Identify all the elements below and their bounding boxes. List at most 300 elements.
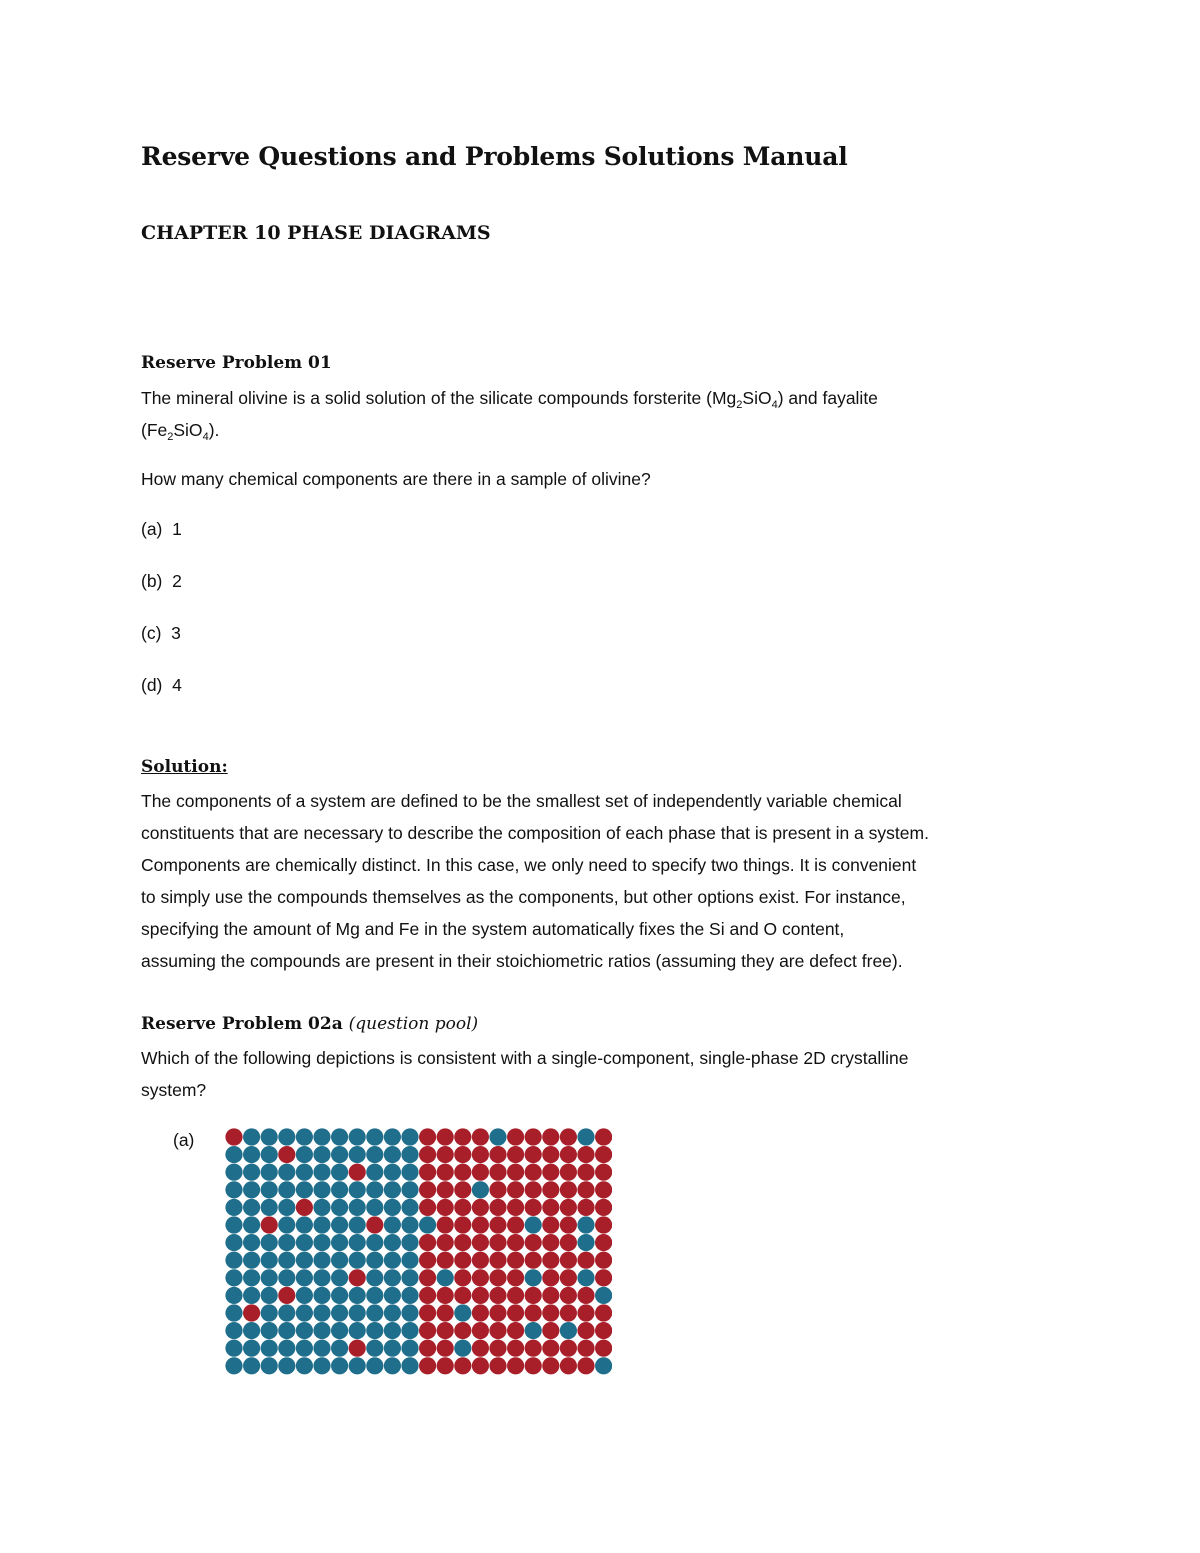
red-atom: [437, 1128, 454, 1145]
red-atom: [595, 1146, 612, 1163]
blue-atom: [366, 1322, 383, 1339]
blue-atom: [331, 1269, 348, 1286]
blue-atom: [401, 1322, 418, 1339]
blue-atom: [401, 1357, 418, 1374]
red-atom: [542, 1357, 559, 1374]
blue-atom: [225, 1269, 242, 1286]
red-atom: [595, 1269, 612, 1286]
blue-atom: [261, 1164, 278, 1181]
red-atom: [595, 1304, 612, 1321]
blue-atom: [278, 1340, 295, 1357]
blue-atom: [261, 1234, 278, 1251]
blue-atom: [349, 1216, 366, 1233]
red-atom: [542, 1216, 559, 1233]
blue-atom: [366, 1199, 383, 1216]
red-atom: [419, 1164, 436, 1181]
blue-atom: [331, 1181, 348, 1198]
red-atom: [472, 1199, 489, 1216]
red-atom: [454, 1252, 471, 1269]
red-atom: [542, 1304, 559, 1321]
problem-01-heading: Reserve Problem 01: [141, 353, 332, 373]
blue-atom: [384, 1146, 401, 1163]
red-atom: [472, 1234, 489, 1251]
red-atom: [419, 1287, 436, 1304]
blue-atom: [401, 1340, 418, 1357]
red-atom: [560, 1252, 577, 1269]
red-atom: [560, 1199, 577, 1216]
blue-atom: [489, 1128, 506, 1145]
blue-atom: [331, 1128, 348, 1145]
solution-heading: Solution:: [141, 757, 228, 777]
red-atom: [472, 1146, 489, 1163]
red-atom: [507, 1234, 524, 1251]
blue-atom: [349, 1181, 366, 1198]
red-atom: [437, 1287, 454, 1304]
blue-atom: [366, 1304, 383, 1321]
blue-atom: [384, 1199, 401, 1216]
red-atom: [577, 1252, 594, 1269]
blue-atom: [296, 1216, 313, 1233]
blue-atom: [225, 1252, 242, 1269]
red-atom: [595, 1340, 612, 1357]
blue-atom: [384, 1181, 401, 1198]
red-atom: [525, 1252, 542, 1269]
blue-atom: [313, 1269, 330, 1286]
red-atom: [525, 1234, 542, 1251]
red-atom: [577, 1340, 594, 1357]
blue-atom: [401, 1216, 418, 1233]
red-atom: [419, 1181, 436, 1198]
red-atom: [489, 1322, 506, 1339]
blue-atom: [577, 1269, 594, 1286]
red-atom: [489, 1199, 506, 1216]
red-atom: [472, 1322, 489, 1339]
blue-atom: [261, 1322, 278, 1339]
red-atom: [419, 1269, 436, 1286]
red-atom: [577, 1164, 594, 1181]
problem-01-question: How many chemical components are there in a sample of olivine?: [141, 469, 651, 489]
blue-atom: [278, 1269, 295, 1286]
red-atom: [419, 1357, 436, 1374]
blue-atom: [313, 1322, 330, 1339]
blue-atom: [349, 1287, 366, 1304]
blue-atom: [296, 1287, 313, 1304]
red-atom: [419, 1322, 436, 1339]
blue-atom: [296, 1181, 313, 1198]
red-atom: [560, 1287, 577, 1304]
blue-atom: [384, 1287, 401, 1304]
red-atom: [225, 1128, 242, 1145]
blue-atom: [261, 1146, 278, 1163]
red-atom: [437, 1340, 454, 1357]
red-atom: [542, 1340, 559, 1357]
red-atom: [419, 1252, 436, 1269]
blue-atom: [225, 1340, 242, 1357]
red-atom: [507, 1304, 524, 1321]
blue-atom: [401, 1234, 418, 1251]
blue-atom: [349, 1252, 366, 1269]
red-atom: [489, 1269, 506, 1286]
blue-atom: [525, 1216, 542, 1233]
blue-atom: [401, 1304, 418, 1321]
red-atom: [437, 1181, 454, 1198]
red-atom: [595, 1216, 612, 1233]
blue-atom: [278, 1199, 295, 1216]
blue-atom: [401, 1269, 418, 1286]
blue-atom: [225, 1357, 242, 1374]
blue-atom: [296, 1128, 313, 1145]
blue-atom: [331, 1357, 348, 1374]
blue-atom: [243, 1340, 260, 1357]
blue-atom: [331, 1252, 348, 1269]
red-atom: [560, 1146, 577, 1163]
red-atom: [560, 1164, 577, 1181]
blue-atom: [454, 1304, 471, 1321]
red-atom: [577, 1304, 594, 1321]
blue-atom: [349, 1322, 366, 1339]
blue-atom: [313, 1304, 330, 1321]
blue-atom: [384, 1340, 401, 1357]
red-atom: [261, 1216, 278, 1233]
red-atom: [507, 1322, 524, 1339]
blue-atom: [384, 1128, 401, 1145]
blue-atom: [243, 1181, 260, 1198]
red-atom: [472, 1357, 489, 1374]
red-atom: [560, 1216, 577, 1233]
blue-atom: [261, 1128, 278, 1145]
blue-atom: [401, 1181, 418, 1198]
blue-atom: [243, 1287, 260, 1304]
red-atom: [437, 1304, 454, 1321]
red-atom: [577, 1146, 594, 1163]
red-atom: [454, 1357, 471, 1374]
blue-atom: [331, 1199, 348, 1216]
red-atom: [454, 1216, 471, 1233]
blue-atom: [278, 1181, 295, 1198]
blue-atom: [525, 1269, 542, 1286]
blue-atom: [331, 1216, 348, 1233]
red-atom: [507, 1252, 524, 1269]
red-atom: [454, 1234, 471, 1251]
red-atom: [454, 1287, 471, 1304]
blue-atom: [419, 1216, 436, 1233]
atom-lattice-figure: [222, 1126, 612, 1386]
blue-atom: [384, 1304, 401, 1321]
red-atom: [419, 1304, 436, 1321]
blue-atom: [278, 1164, 295, 1181]
blue-atom: [349, 1146, 366, 1163]
blue-atom: [243, 1128, 260, 1145]
blue-atom: [349, 1304, 366, 1321]
blue-atom: [225, 1304, 242, 1321]
red-atom: [419, 1146, 436, 1163]
red-atom: [472, 1287, 489, 1304]
red-atom: [595, 1128, 612, 1145]
red-atom: [525, 1128, 542, 1145]
blue-atom: [366, 1287, 383, 1304]
red-atom: [542, 1252, 559, 1269]
blue-atom: [577, 1128, 594, 1145]
red-atom: [437, 1234, 454, 1251]
blue-atom: [313, 1146, 330, 1163]
blue-atom: [243, 1146, 260, 1163]
red-atom: [542, 1164, 559, 1181]
blue-atom: [225, 1181, 242, 1198]
red-atom: [454, 1199, 471, 1216]
red-atom: [489, 1234, 506, 1251]
blue-atom: [313, 1287, 330, 1304]
blue-atom: [366, 1340, 383, 1357]
blue-atom: [401, 1252, 418, 1269]
red-atom: [454, 1181, 471, 1198]
blue-atom: [296, 1234, 313, 1251]
red-atom: [560, 1234, 577, 1251]
red-atom: [489, 1357, 506, 1374]
blue-atom: [296, 1304, 313, 1321]
blue-atom: [261, 1287, 278, 1304]
blue-atom: [331, 1234, 348, 1251]
blue-atom: [349, 1128, 366, 1145]
red-atom: [525, 1304, 542, 1321]
blue-atom: [349, 1199, 366, 1216]
red-atom: [349, 1164, 366, 1181]
red-atom: [489, 1287, 506, 1304]
blue-atom: [243, 1252, 260, 1269]
red-atom: [489, 1146, 506, 1163]
blue-atom: [296, 1322, 313, 1339]
red-atom: [419, 1128, 436, 1145]
red-atom: [437, 1322, 454, 1339]
blue-atom: [296, 1269, 313, 1286]
blue-atom: [225, 1216, 242, 1233]
red-atom: [507, 1199, 524, 1216]
blue-atom: [278, 1304, 295, 1321]
red-atom: [525, 1164, 542, 1181]
blue-atom: [313, 1252, 330, 1269]
red-atom: [437, 1146, 454, 1163]
red-atom: [419, 1234, 436, 1251]
red-atom: [472, 1128, 489, 1145]
blue-atom: [313, 1216, 330, 1233]
blue-atom: [261, 1269, 278, 1286]
blue-atom: [366, 1181, 383, 1198]
blue-atom: [366, 1252, 383, 1269]
blue-atom: [560, 1322, 577, 1339]
blue-atom: [296, 1252, 313, 1269]
blue-atom: [331, 1146, 348, 1163]
red-atom: [489, 1181, 506, 1198]
red-atom: [507, 1340, 524, 1357]
blue-atom: [366, 1146, 383, 1163]
blue-atom: [313, 1181, 330, 1198]
red-atom: [507, 1287, 524, 1304]
red-atom: [577, 1322, 594, 1339]
red-atom: [472, 1269, 489, 1286]
red-atom: [437, 1357, 454, 1374]
blue-atom: [366, 1128, 383, 1145]
option-a: (a) 1: [141, 519, 182, 539]
problem-02a-heading: Reserve Problem 02a (question pool): [141, 1014, 479, 1034]
red-atom: [560, 1357, 577, 1374]
blue-atom: [278, 1322, 295, 1339]
red-atom: [278, 1146, 295, 1163]
red-atom: [577, 1199, 594, 1216]
blue-atom: [243, 1269, 260, 1286]
red-atom: [507, 1216, 524, 1233]
blue-atom: [384, 1234, 401, 1251]
blue-atom: [296, 1357, 313, 1374]
red-atom: [542, 1287, 559, 1304]
red-atom: [454, 1322, 471, 1339]
blue-atom: [278, 1234, 295, 1251]
problem-01-text-line-1: The mineral olivine is a solid solution of the silicate compounds forsterite $(Mg_2SiO_4)$ and fayalite: [141, 388, 878, 411]
blue-atom: [401, 1164, 418, 1181]
blue-atom: [384, 1216, 401, 1233]
blue-atom: [577, 1216, 594, 1233]
red-atom: [595, 1181, 612, 1198]
blue-atom: [313, 1340, 330, 1357]
red-atom: [437, 1216, 454, 1233]
blue-atom: [243, 1216, 260, 1233]
blue-atom: [243, 1357, 260, 1374]
chapter-heading: CHAPTER 10 PHASE DIAGRAMS: [141, 222, 491, 244]
blue-atom: [261, 1357, 278, 1374]
red-atom: [595, 1252, 612, 1269]
blue-atom: [331, 1304, 348, 1321]
solution-line-2: constituents that are necessary to describe the composition of each phase that is present in a system.: [141, 823, 929, 843]
red-atom: [560, 1340, 577, 1357]
red-atom: [489, 1252, 506, 1269]
blue-atom: [225, 1322, 242, 1339]
blue-atom: [296, 1164, 313, 1181]
red-atom: [507, 1357, 524, 1374]
blue-atom: [225, 1146, 242, 1163]
red-atom: [542, 1128, 559, 1145]
red-atom: [542, 1234, 559, 1251]
blue-atom: [472, 1181, 489, 1198]
red-atom: [542, 1269, 559, 1286]
red-atom: [507, 1146, 524, 1163]
red-atom: [542, 1322, 559, 1339]
red-atom: [577, 1181, 594, 1198]
red-atom: [525, 1181, 542, 1198]
red-atom: [489, 1216, 506, 1233]
red-atom: [542, 1146, 559, 1163]
blue-atom: [313, 1128, 330, 1145]
blue-atom: [366, 1234, 383, 1251]
blue-atom: [331, 1164, 348, 1181]
red-atom: [419, 1199, 436, 1216]
problem-01-text-line-2: $(Fe_2SiO_4)$.: [141, 420, 220, 443]
red-atom: [595, 1322, 612, 1339]
blue-atom: [313, 1234, 330, 1251]
blue-atom: [366, 1164, 383, 1181]
red-atom: [595, 1164, 612, 1181]
problem-02a-note: (question pool): [348, 1014, 479, 1034]
blue-atom: [225, 1234, 242, 1251]
blue-atom: [384, 1322, 401, 1339]
blue-atom: [225, 1287, 242, 1304]
blue-atom: [243, 1164, 260, 1181]
red-atom: [577, 1357, 594, 1374]
red-atom: [454, 1269, 471, 1286]
option-d: (d) 4: [141, 675, 182, 695]
problem-02a-option-a-label: (a): [173, 1130, 195, 1150]
blue-atom: [261, 1340, 278, 1357]
red-atom: [489, 1340, 506, 1357]
problem-02a-text-line-2: system?: [141, 1080, 207, 1100]
red-atom: [437, 1199, 454, 1216]
red-atom: [437, 1164, 454, 1181]
document-title: Reserve Questions and Problems Solutions Manual: [141, 142, 848, 171]
solution-line-1: The components of a system are defined to be the smallest set of independently variable chemical: [141, 791, 902, 811]
red-atom: [454, 1146, 471, 1163]
red-atom: [525, 1199, 542, 1216]
red-atom: [525, 1357, 542, 1374]
red-atom: [489, 1304, 506, 1321]
red-atom: [595, 1234, 612, 1251]
solution-line-6: assuming the compounds are present in their stoichiometric ratios (assuming they are defect free).: [141, 951, 903, 971]
solution-line-3: Components are chemically distinct. In this case, we only need to specify two things. It is convenient: [141, 855, 917, 875]
red-atom: [525, 1287, 542, 1304]
red-atom: [472, 1216, 489, 1233]
solution-line-5: specifying the amount of Mg and Fe in the system automatically fixes the Si and O content,: [141, 919, 845, 939]
blue-atom: [401, 1287, 418, 1304]
red-atom: [507, 1128, 524, 1145]
option-b: (b) 2: [141, 571, 182, 591]
red-atom: [560, 1128, 577, 1145]
blue-atom: [225, 1199, 242, 1216]
red-atom: [243, 1304, 260, 1321]
blue-atom: [331, 1287, 348, 1304]
blue-atom: [525, 1322, 542, 1339]
red-atom: [349, 1269, 366, 1286]
red-atom: [419, 1340, 436, 1357]
blue-atom: [331, 1340, 348, 1357]
blue-atom: [243, 1234, 260, 1251]
blue-atom: [243, 1199, 260, 1216]
red-atom: [437, 1252, 454, 1269]
blue-atom: [313, 1164, 330, 1181]
red-atom: [454, 1128, 471, 1145]
blue-atom: [401, 1128, 418, 1145]
blue-atom: [401, 1199, 418, 1216]
red-atom: [542, 1181, 559, 1198]
red-atom: [595, 1199, 612, 1216]
blue-atom: [349, 1357, 366, 1374]
blue-atom: [296, 1340, 313, 1357]
solution-line-4: to simply use the compounds themselves as the components, but other options exist. For instance,: [141, 887, 906, 907]
red-atom: [472, 1304, 489, 1321]
red-atom: [525, 1340, 542, 1357]
red-atom: [507, 1269, 524, 1286]
blue-atom: [278, 1357, 295, 1374]
blue-atom: [595, 1287, 612, 1304]
blue-atom: [437, 1269, 454, 1286]
red-atom: [507, 1181, 524, 1198]
blue-atom: [278, 1128, 295, 1145]
red-atom: [525, 1146, 542, 1163]
red-atom: [472, 1164, 489, 1181]
red-atom: [366, 1216, 383, 1233]
red-atom: [560, 1181, 577, 1198]
blue-atom: [278, 1252, 295, 1269]
red-atom: [560, 1304, 577, 1321]
blue-atom: [331, 1322, 348, 1339]
red-atom: [472, 1340, 489, 1357]
blue-atom: [261, 1304, 278, 1321]
blue-atom: [577, 1234, 594, 1251]
